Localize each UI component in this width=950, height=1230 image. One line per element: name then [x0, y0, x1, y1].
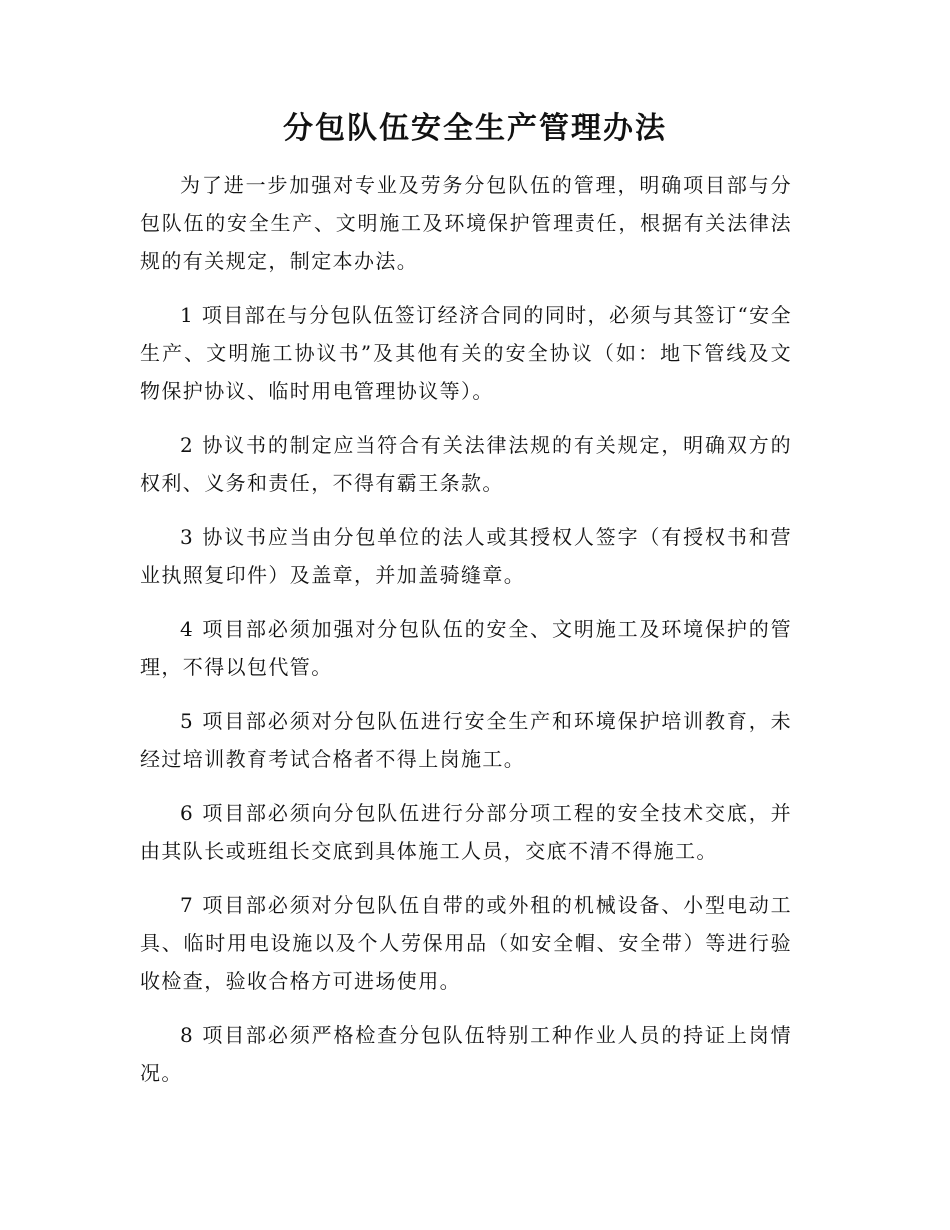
paragraph-intro: 为了进一步加强对专业及劳务分包队伍的管理，明确项目部与分包队伍的安全生产、文明施工及环境保护管理责任，根据有关法律法规的有关规定，制定本办法。	[140, 173, 792, 273]
paragraph-item-4: 4 项目部必须加强对分包队伍的安全、文明施工及环境保护的管理，不得以包代管。	[140, 617, 792, 679]
paragraph-item-8: 8 项目部必须严格检查分包队伍特别工种作业人员的持证上岗情况。	[140, 1023, 792, 1085]
paragraph-item-1: 1 项目部在与分包队伍签订经济合同的同时，必须与其签订“安全生产、文明施工协议书”及其他有关的安全协议（如：地下管线及文物保护协议、临时用电管理协议等）。	[140, 303, 792, 403]
paragraph-item-6: 6 项目部必须向分包队伍进行分部分项工程的安全技术交底，并由其队长或班组长交底到具体施工人员，交底不清不得施工。	[140, 801, 792, 863]
document-body	[140, 166, 792, 1108]
paragraph-item-2: 2 协议书的制定应当符合有关法律法规的有关规定，明确双方的权利、义务和责任，不得有霸王条款。	[140, 433, 792, 495]
paragraph-item-7: 7 项目部必须对分包队伍自带的或外租的机械设备、小型电动工具、临时用电设施以及个人劳保用品（如安全帽、安全带）等进行验收检查，验收合格方可进场使用。	[140, 893, 792, 993]
document-title: 分包队伍安全生产管理办法	[283, 111, 667, 146]
paragraph-item-5: 5 项目部必须对分包队伍进行安全生产和环境保护培训教育，未经过培训教育考试合格者不得上岗施工。	[140, 709, 792, 771]
paragraph-item-3: 3 协议书应当由分包单位的法人或其授权人签字（有授权书和营业执照复印件）及盖章，并加盖骑缝章。	[140, 525, 792, 587]
